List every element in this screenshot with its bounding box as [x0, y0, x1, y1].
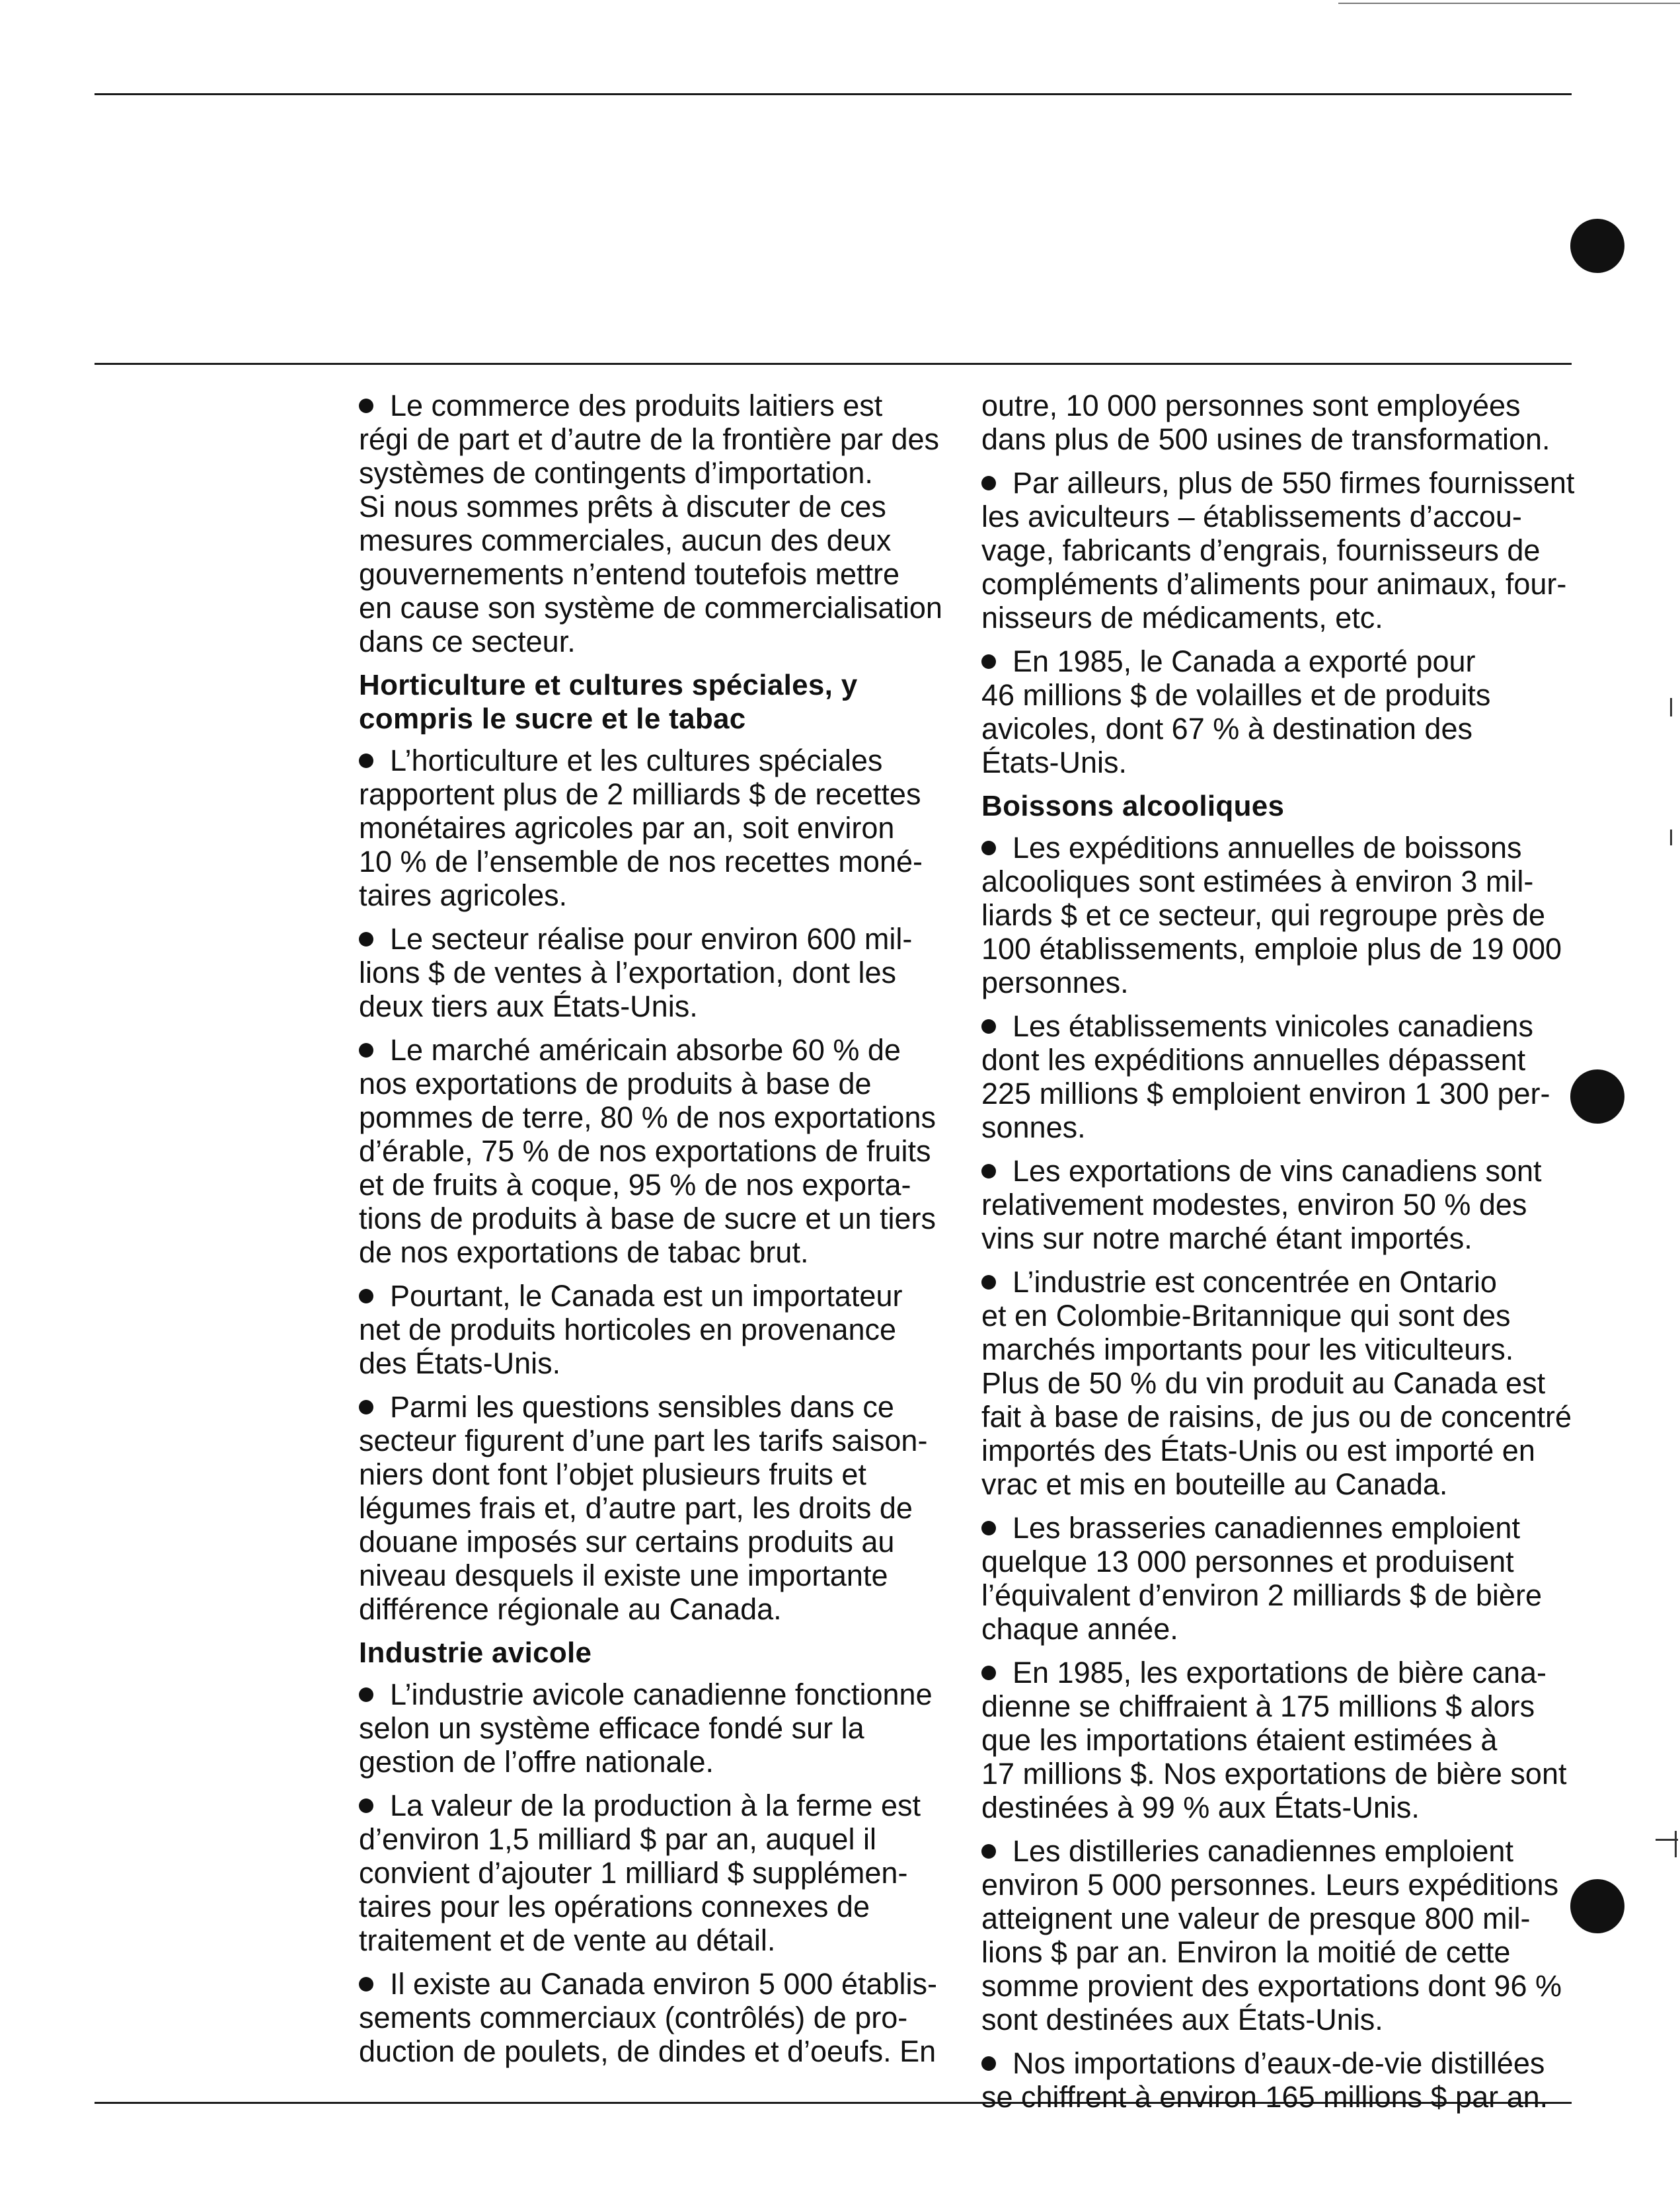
text-run: lions $ par an. Environ la moitié de cette	[981, 1935, 1511, 1969]
text-run: atteignent une valeur de presque 800 mil-	[981, 1902, 1531, 1935]
text-run: vrac et mis en bouteille au Canada.	[981, 1467, 1448, 1501]
text-line	[981, 865, 1576, 898]
text-line	[359, 1033, 954, 1067]
text-run: vins sur notre marché étant importés.	[981, 1221, 1472, 1255]
paragraph	[359, 1789, 954, 1957]
text-run: Il existe au Canada environ 5 000 établis-	[390, 1967, 938, 2001]
text-run: L’horticulture et les cultures spéciales	[390, 744, 883, 777]
text-line	[981, 1299, 1576, 1333]
text-line	[981, 644, 1576, 678]
text-run: États-Unis.	[981, 746, 1127, 779]
text-line	[981, 1221, 1576, 1255]
text-run: différence régionale au Canada.	[359, 1592, 782, 1626]
text-line	[359, 1067, 954, 1101]
bullet-icon	[359, 1798, 373, 1813]
text-run: sements commerciaux (contrôlés) de pro-	[359, 2001, 908, 2034]
text-line	[981, 1511, 1576, 1545]
text-run: importés des États-Unis ou est importé en	[981, 1434, 1535, 1467]
text-run: liards $ et ce secteur, qui regroupe près de	[981, 898, 1546, 932]
text-run: avicoles, dont 67 % à destination des	[981, 712, 1472, 746]
text-line	[981, 1043, 1576, 1077]
text-line	[359, 1491, 954, 1525]
bullet-icon	[359, 1289, 373, 1303]
text-line	[981, 422, 1576, 456]
text-line	[359, 811, 954, 845]
bullet-icon	[981, 476, 996, 490]
text-line	[359, 1279, 954, 1313]
text-line	[359, 1822, 954, 1856]
bullet-icon	[359, 754, 373, 768]
paragraph	[359, 922, 954, 1023]
text-run: des États-Unis.	[359, 1346, 561, 1380]
paragraph	[359, 389, 954, 658]
text-run: tions de produits à base de sucre et un tiers	[359, 1202, 936, 1235]
text-line	[359, 625, 954, 658]
text-line	[981, 1265, 1576, 1299]
text-line	[981, 1578, 1576, 1612]
text-run: les aviculteurs – établissements d’accou-	[981, 500, 1522, 533]
text-line	[359, 989, 954, 1023]
text-run: systèmes de contingents d’importation.	[359, 456, 873, 490]
text-run: Plus de 50 % du vin produit au Canada est	[981, 1366, 1546, 1400]
text-run: d’environ 1,5 milliard $ par an, auquel il	[359, 1822, 876, 1856]
text-line	[359, 1134, 954, 1168]
text-line	[359, 878, 954, 912]
text-line	[981, 1834, 1576, 1868]
text-line	[981, 1400, 1576, 1434]
text-run: sont destinées aux États-Unis.	[981, 2003, 1383, 2036]
paragraph	[981, 1511, 1576, 1646]
bullet-icon	[359, 1400, 373, 1414]
text-line	[359, 1202, 954, 1235]
text-run: outre, 10 000 personnes sont employées	[981, 389, 1521, 422]
text-line	[981, 466, 1576, 500]
text-line	[981, 1689, 1576, 1723]
text-line	[359, 1789, 954, 1822]
text-line	[981, 2080, 1576, 2114]
text-run: deux tiers aux États-Unis.	[359, 989, 698, 1023]
scan-mark	[1670, 698, 1672, 716]
text-run: que les importations étaient estimées à	[981, 1723, 1498, 1757]
text-line	[359, 1967, 954, 2001]
text-line	[359, 1313, 954, 1346]
paragraph	[981, 644, 1576, 779]
paragraph	[981, 1656, 1576, 1824]
paragraph	[981, 1154, 1576, 1255]
paragraph	[359, 1678, 954, 1779]
top-rule	[95, 93, 1572, 95]
bullet-icon	[359, 1977, 373, 1991]
text-line	[981, 932, 1576, 966]
text-line	[981, 1612, 1576, 1646]
text-run: somme provient des exportations dont 96 %	[981, 1969, 1562, 2003]
text-line	[359, 1424, 954, 1457]
text-run: d’érable, 75 % de nos exportations de fruits	[359, 1134, 931, 1168]
bullet-icon	[981, 841, 996, 855]
text-run: relativement modestes, environ 50 % des	[981, 1188, 1527, 1221]
text-run: gestion de l’offre nationale.	[359, 1745, 714, 1779]
bullet-icon	[359, 1687, 373, 1702]
text-run: 46 millions $ de volailles et de produits	[981, 678, 1491, 712]
right-column	[981, 389, 1576, 2124]
section-heading	[359, 668, 954, 736]
text-run: En 1985, les exportations de bière cana-	[1012, 1656, 1547, 1689]
text-run: dans ce secteur.	[359, 625, 576, 658]
text-line	[981, 1757, 1576, 1791]
text-run: net de produits horticoles en provenance	[359, 1313, 897, 1346]
punch-hole-bottom	[1570, 1879, 1624, 1933]
text-run: La valeur de la production à la ferme est	[390, 1789, 921, 1822]
text-run: quelque 13 000 personnes et produisent	[981, 1545, 1514, 1578]
text-run: légumes frais et, d’autre part, les droits de	[359, 1491, 913, 1525]
paragraph	[981, 831, 1576, 999]
text-run: marchés importants pour les viticulteurs.	[981, 1333, 1514, 1366]
paragraph	[359, 1967, 954, 2068]
bullet-icon	[359, 399, 373, 413]
paragraph	[359, 744, 954, 912]
paragraph	[359, 1390, 954, 1626]
text-line	[981, 389, 1576, 422]
section-heading	[981, 789, 1576, 823]
text-line	[981, 1902, 1576, 1935]
paragraph	[981, 466, 1576, 635]
text-line	[981, 746, 1576, 779]
text-line	[981, 789, 1576, 823]
text-run: chaque année.	[981, 1612, 1178, 1646]
text-line	[359, 668, 954, 702]
text-run: selon un système efficace fondé sur la	[359, 1711, 864, 1745]
text-line	[359, 456, 954, 490]
paragraph	[981, 2046, 1576, 2114]
text-run: L’industrie avicole canadienne fonctionne	[390, 1678, 933, 1711]
text-line	[359, 1559, 954, 1592]
text-line	[981, 712, 1576, 746]
text-line	[981, 1009, 1576, 1043]
paragraph	[359, 1279, 954, 1380]
text-line	[981, 1077, 1576, 1110]
text-line	[359, 1636, 954, 1670]
text-line	[359, 389, 954, 422]
bullet-icon	[981, 654, 996, 669]
text-line	[359, 557, 954, 591]
bullet-icon	[981, 1521, 996, 1535]
text-run: traitement et de vente au détail.	[359, 1923, 776, 1957]
text-line	[981, 1935, 1576, 1969]
text-run: Pourtant, le Canada est un importateur	[390, 1279, 903, 1313]
text-line	[359, 956, 954, 989]
text-line	[981, 1868, 1576, 1902]
text-run: et de fruits à coque, 95 % de nos exporta-	[359, 1168, 911, 1202]
text-run: Les exportations de vins canadiens sont	[1012, 1154, 1542, 1188]
text-line	[981, 831, 1576, 865]
bullet-icon	[359, 1043, 373, 1058]
text-line	[981, 1366, 1576, 1400]
bullet-icon	[981, 1844, 996, 1859]
text-run: rapportent plus de 2 milliards $ de recettes	[359, 777, 921, 811]
bullet-icon	[981, 1164, 996, 1179]
text-line	[981, 1188, 1576, 1221]
text-run: Le commerce des produits laitiers est	[390, 389, 883, 422]
text-run: Par ailleurs, plus de 550 firmes fournissent	[1012, 466, 1575, 500]
text-line	[981, 898, 1576, 932]
text-run: dont les expéditions annuelles dépassent	[981, 1043, 1526, 1077]
text-line	[359, 1592, 954, 1626]
text-run: gouvernements n’entend toutefois mettre	[359, 557, 899, 591]
text-line	[981, 966, 1576, 999]
text-line	[359, 1346, 954, 1380]
bullet-icon	[981, 1275, 996, 1290]
text-run: Nos importations d’eaux-de-vie distillées	[1012, 2046, 1545, 2080]
text-line	[981, 533, 1576, 567]
text-line	[981, 1110, 1576, 1144]
text-line	[981, 567, 1576, 601]
text-line	[359, 922, 954, 956]
punch-hole-top	[1570, 219, 1624, 273]
text-line	[359, 1525, 954, 1559]
text-run: 225 millions $ emploient environ 1 300 per-	[981, 1077, 1550, 1110]
text-run: Le secteur réalise pour environ 600 mil-	[390, 922, 913, 956]
text-run: Les distilleries canadiennes emploient	[1012, 1834, 1513, 1868]
text-run: Les expéditions annuelles de boissons	[1012, 831, 1522, 865]
text-line	[981, 2003, 1576, 2036]
paragraph	[981, 1265, 1576, 1501]
text-run: pommes de terre, 80 % de nos exportations	[359, 1101, 936, 1134]
text-line	[359, 777, 954, 811]
punch-hole-middle	[1570, 1069, 1624, 1124]
text-line	[359, 1390, 954, 1424]
text-line	[359, 1457, 954, 1491]
text-line	[981, 1969, 1576, 2003]
text-line	[359, 523, 954, 557]
text-line	[359, 2001, 954, 2034]
text-run: alcooliques sont estimées à environ 3 mil-	[981, 865, 1534, 898]
text-run: environ 5 000 personnes. Leurs expéditions	[981, 1868, 1559, 1902]
text-line	[981, 678, 1576, 712]
text-run: dienne se chiffraient à 175 millions $ alors	[981, 1689, 1535, 1723]
text-run: se chiffrent à environ 165 millions $ par an.	[981, 2080, 1548, 2114]
text-line	[359, 1101, 954, 1134]
text-line	[981, 500, 1576, 533]
paragraph	[981, 1834, 1576, 2036]
text-run: 10 % de l’ensemble de nos recettes moné-	[359, 845, 923, 878]
text-run: fait à base de raisins, de jus ou de concentré	[981, 1400, 1572, 1434]
paragraph	[981, 389, 1576, 456]
text-run: Parmi les questions sensibles dans ce	[390, 1390, 894, 1424]
text-line	[359, 490, 954, 523]
paragraph	[981, 1009, 1576, 1144]
text-line	[359, 1745, 954, 1779]
text-run: L’industrie est concentrée en Ontario	[1012, 1265, 1497, 1299]
text-run: lions $ de ventes à l’exportation, dont les	[359, 956, 897, 989]
text-run: niers dont font l’objet plusieurs fruits et	[359, 1457, 866, 1491]
text-run: régi de part et d’autre de la frontière par des	[359, 422, 940, 456]
text-line	[359, 1890, 954, 1923]
text-line	[359, 422, 954, 456]
text-line	[981, 1791, 1576, 1824]
text-run: de nos exportations de tabac brut.	[359, 1235, 809, 1269]
text-run: 17 millions $. Nos exportations de bière sont	[981, 1757, 1567, 1791]
bullet-icon	[981, 1666, 996, 1680]
text-run: mesures commerciales, aucun des deux	[359, 523, 892, 557]
upper-rule	[95, 363, 1572, 365]
bullet-icon	[981, 1019, 996, 1034]
text-line	[359, 1678, 954, 1711]
text-line	[359, 702, 954, 736]
text-line	[981, 1434, 1576, 1467]
text-line	[359, 744, 954, 777]
text-run: niveau desquels il existe une importante	[359, 1559, 888, 1592]
text-line	[359, 1711, 954, 1745]
text-run: compléments d’aliments pour animaux, four-	[981, 567, 1567, 601]
text-run: taires agricoles.	[359, 878, 568, 912]
text-run: et en Colombie-Britannique qui sont des	[981, 1299, 1511, 1333]
text-run: 100 établissements, emploie plus de 19 000	[981, 932, 1562, 966]
text-run: personnes.	[981, 966, 1129, 999]
text-run: destinées à 99 % aux États-Unis.	[981, 1791, 1420, 1824]
bullet-icon	[981, 2056, 996, 2071]
top-edge-rule	[1338, 3, 1680, 4]
text-run: Le marché américain absorbe 60 % de	[390, 1033, 901, 1067]
text-run: duction de poulets, de dindes et d’oeufs. En	[359, 2034, 936, 2068]
text-line	[981, 601, 1576, 635]
bullet-icon	[359, 932, 373, 947]
paragraph	[359, 1033, 954, 1269]
text-run: dans plus de 500 usines de transformation.	[981, 422, 1550, 456]
text-run: nos exportations de produits à base de	[359, 1067, 872, 1101]
text-line	[981, 2046, 1576, 2080]
text-run: sonnes.	[981, 1110, 1086, 1144]
text-line	[981, 1154, 1576, 1188]
text-line	[359, 1235, 954, 1269]
section-heading	[359, 1636, 954, 1670]
scan-mark	[1675, 1831, 1677, 1857]
text-run: Horticulture et cultures spéciales, y	[359, 669, 858, 701]
text-run: convient d’ajouter 1 milliard $ supplémen-	[359, 1856, 908, 1890]
text-line	[359, 2034, 954, 2068]
text-run: Industrie avicole	[359, 1637, 592, 1669]
text-run: Boissons alcooliques	[981, 790, 1285, 822]
text-line	[981, 1723, 1576, 1757]
text-line	[981, 1656, 1576, 1689]
text-run: monétaires agricoles par an, soit environ	[359, 811, 895, 845]
text-run: l’équivalent d’environ 2 milliards $ de bière	[981, 1578, 1542, 1612]
text-line	[981, 1545, 1576, 1578]
text-run: Si nous sommes prêts à discuter de ces	[359, 490, 886, 523]
text-run: Les établissements vinicoles canadiens	[1012, 1009, 1533, 1043]
text-run: taires pour les opérations connexes de	[359, 1890, 870, 1923]
text-run: Les brasseries canadiennes emploient	[1012, 1511, 1520, 1545]
left-column	[359, 389, 954, 2078]
text-run: douane imposés sur certains produits au	[359, 1525, 895, 1559]
text-line	[359, 1856, 954, 1890]
text-line	[359, 1168, 954, 1202]
text-run: En 1985, le Canada a exporté pour	[1012, 644, 1476, 678]
scan-mark	[1670, 830, 1672, 845]
text-run: nisseurs de médicaments, etc.	[981, 601, 1383, 635]
text-line	[981, 1467, 1576, 1501]
text-run: compris le sucre et le tabac	[359, 703, 746, 735]
text-run: en cause son système de commercialisation	[359, 591, 942, 625]
text-run: vage, fabricants d’engrais, fournisseurs de	[981, 533, 1541, 567]
text-line	[359, 845, 954, 878]
text-line	[981, 1333, 1576, 1366]
text-line	[359, 1923, 954, 1957]
text-run: secteur figurent d’une part les tarifs saison-	[359, 1424, 928, 1457]
text-line	[359, 591, 954, 625]
